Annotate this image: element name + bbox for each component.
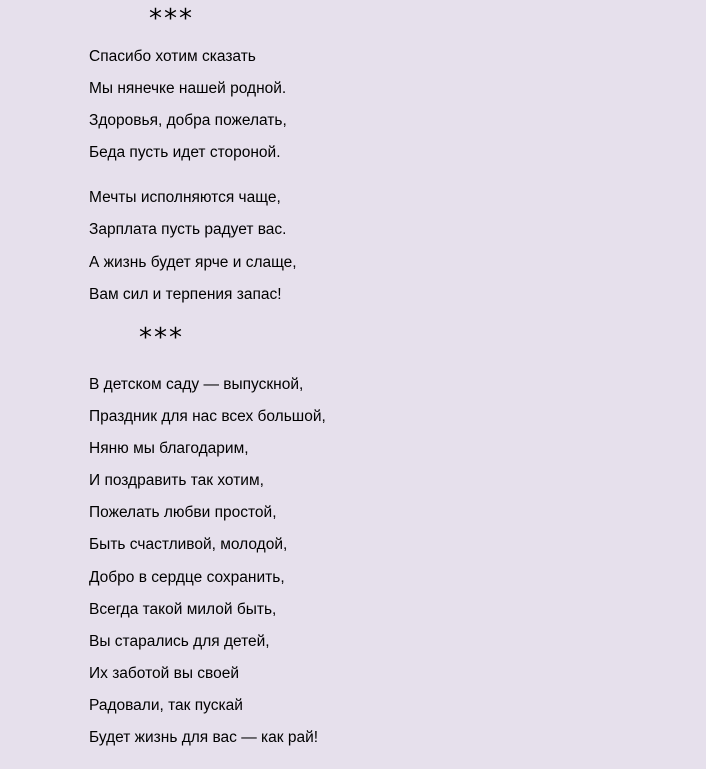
poem-line: Беда пусть идет стороной. xyxy=(89,144,281,161)
poem-line: Няню мы благодарим, xyxy=(89,440,249,457)
poem-line: Быть счастливой, молодой, xyxy=(89,536,288,553)
poem-separator-2: *** xyxy=(139,323,184,353)
poem-line: Радовали, так пускай xyxy=(89,697,243,714)
poem-line: Здоровья, добра пожелать, xyxy=(89,112,287,129)
poem-line: Их заботой вы своей xyxy=(89,665,239,682)
poem-line: Добро в сердце сохранить, xyxy=(89,569,285,586)
poem-line: А жизнь будет ярче и слаще, xyxy=(89,254,297,271)
poem-line: Будет жизнь для вас — как рай! xyxy=(89,729,319,746)
poem-line: Зарплата пусть радует вас. xyxy=(89,221,287,238)
poem-line: Вам сил и терпения запас! xyxy=(89,286,282,303)
poem-line: Мы нянечке нашей родной. xyxy=(89,80,287,97)
poem-line: В детском саду — выпускной, xyxy=(89,376,304,393)
poem-line: Пожелать любви простой, xyxy=(89,504,277,521)
poem-line: Спасибо хотим сказать xyxy=(89,48,256,65)
poem-line: Вы старались для детей, xyxy=(89,633,270,650)
poem-line: И поздравить так хотим, xyxy=(89,472,264,489)
poem-separator-1: *** xyxy=(149,4,194,34)
poem-line: Мечты исполняются чаще, xyxy=(89,189,281,206)
poem-line: Праздник для нас всех большой, xyxy=(89,408,326,425)
poem-line: Всегда такой милой быть, xyxy=(89,601,277,618)
